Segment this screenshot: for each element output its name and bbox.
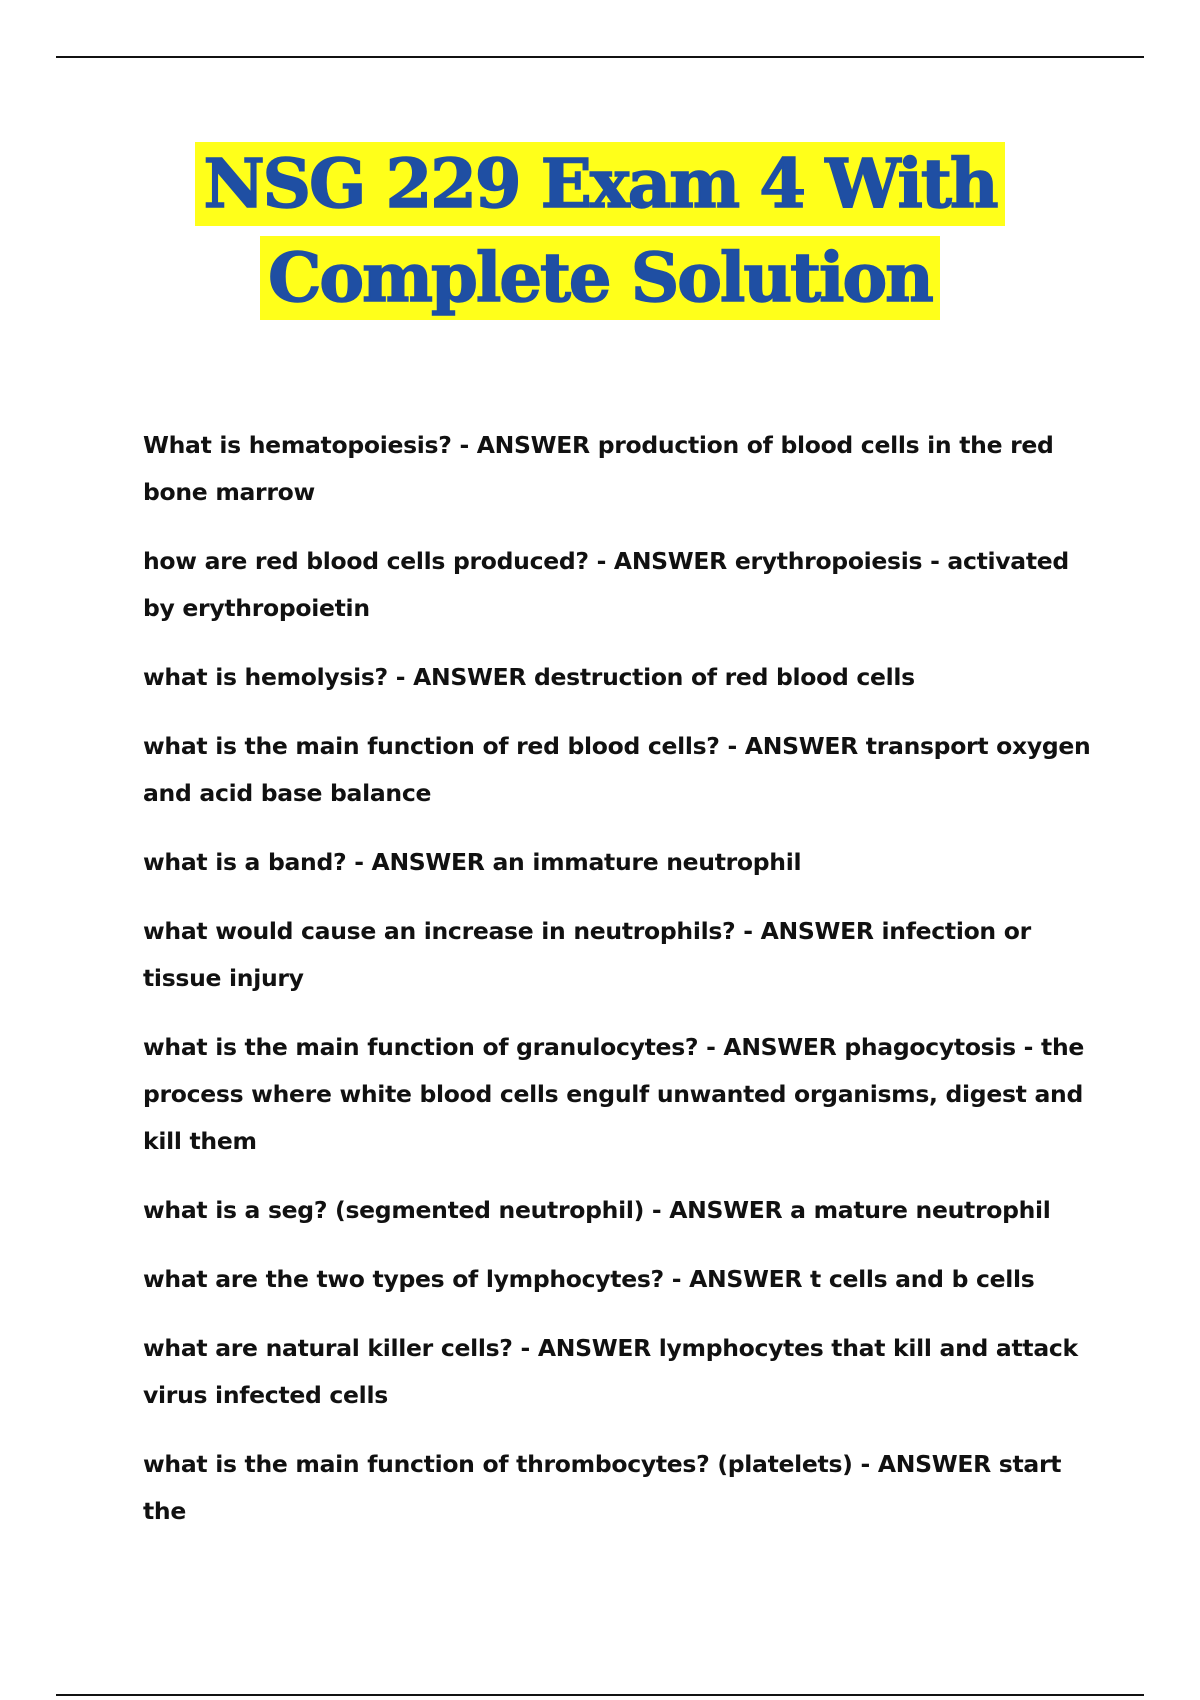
qa-item: what are natural killer cells? - ANSWER lymphocytes that kill and attack virus infected cells bbox=[143, 1334, 1078, 1409]
qa-item: what is the main function of red blood cells? - ANSWER transport oxygen and acid base balance bbox=[143, 732, 1091, 807]
footer-rule bbox=[56, 1694, 1144, 1696]
qa-item: what is hemolysis? - ANSWER destruction of red blood cells bbox=[143, 663, 915, 691]
header-rule bbox=[56, 56, 1144, 58]
qa-item: What is hematopoiesis? - ANSWER production of blood cells in the red bone marrow bbox=[143, 431, 1054, 506]
title-line-2: Complete Solution bbox=[260, 236, 940, 320]
qa-item: what is a seg? (segmented neutrophil) - ANSWER a mature neutrophil bbox=[143, 1196, 1051, 1224]
qa-item: what is the main function of granulocytes? - ANSWER phagocytosis - the process where white blood cells engulf unwanted organisms, digest and kill them bbox=[143, 1033, 1085, 1155]
qa-item: what are the two types of lymphocytes? - ANSWER t cells and b cells bbox=[143, 1265, 1035, 1293]
title-line-1: NSG 229 Exam 4 With bbox=[195, 142, 1004, 226]
qa-item: what is a band? - ANSWER an immature neutrophil bbox=[143, 848, 802, 876]
question-answer-list bbox=[143, 422, 1108, 1557]
qa-item: what is the main function of thrombocytes? (platelets) - ANSWER start the bbox=[143, 1450, 1062, 1525]
qa-item: what would cause an increase in neutrophils? - ANSWER infection or tissue injury bbox=[143, 917, 1031, 992]
document-title bbox=[0, 142, 1200, 330]
qa-item: how are red blood cells produced? - ANSWER erythropoiesis - activated by erythropoietin bbox=[143, 547, 1069, 622]
